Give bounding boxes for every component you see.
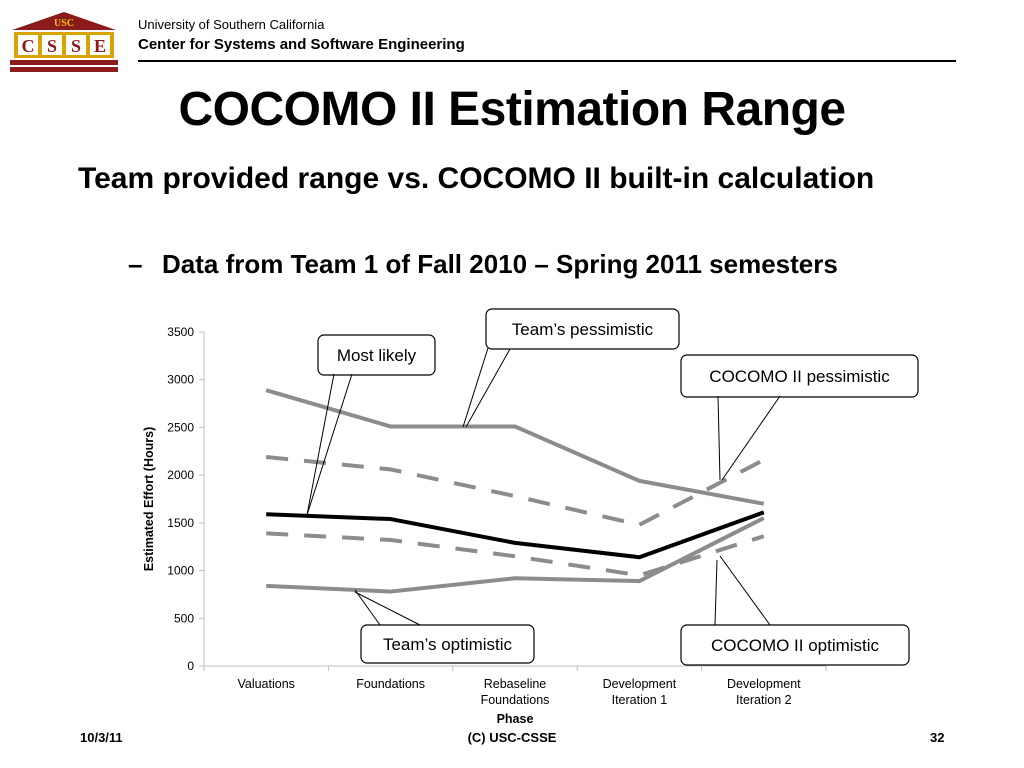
bullet-main: Team provided range vs. COCOMO II built-in calculation	[78, 162, 875, 195]
most-likely-line	[266, 512, 764, 557]
bullet-sub: Data from Team 1 of Fall 2010 – Spring 2011 semesters	[162, 249, 838, 279]
y-tick-label-5: 2500	[167, 420, 194, 435]
center-name: Center for Systems and Software Engineering	[138, 36, 465, 53]
callout-team-optimistic-label: Team’s optimistic	[382, 635, 513, 654]
y-tick-label-6: 3000	[167, 372, 194, 387]
footer-date: 10/3/11	[80, 730, 123, 745]
footer-copyright: (C) USC-CSSE	[467, 730, 557, 745]
y-tick-label-3: 1500	[167, 515, 194, 530]
x-category-label-3-line-0: Development	[602, 677, 677, 691]
logo-letter-3: S	[70, 36, 82, 56]
x-category-label-4-line-0: Development	[726, 677, 801, 691]
x-category-label-2-line-1: Foundations	[480, 693, 550, 707]
callout-team-optimistic-pointer-b	[355, 592, 420, 625]
callout-team-optimistic-pointer-a	[355, 590, 380, 625]
university-name: University of Southern California	[138, 17, 325, 32]
logo-usc-text: USC	[53, 18, 75, 29]
bullet-sub-dash: –	[128, 249, 143, 279]
callout-cocomo-optimistic-label: COCOMO II optimistic	[710, 636, 880, 655]
team-pessimistic-line	[266, 390, 764, 504]
callout-cocomo-optimistic-pointer-a	[715, 560, 717, 625]
callout-cocomo-pessimistic-label: COCOMO II pessimistic	[709, 367, 890, 386]
y-tick-label-2: 1000	[167, 563, 194, 578]
callout-team-pessimistic-pointer-b	[466, 349, 510, 427]
callout-most-likely-label: Most likely	[336, 346, 417, 365]
x-axis-title: Phase	[496, 712, 534, 726]
x-category-label-4-line-1: Iteration 2	[736, 693, 792, 707]
callout-team-pessimistic-pointer-a	[463, 348, 488, 427]
y-tick-label-4: 2000	[167, 468, 194, 483]
callout-cocomo-optimistic-pointer-b	[720, 556, 770, 625]
x-category-label-1: Foundations	[356, 677, 426, 691]
x-category-label-2-line-0: Rebaseline	[483, 677, 547, 691]
logo-letter-4: E	[93, 36, 107, 56]
footer-page-number: 32	[930, 730, 945, 745]
callout-cocomo-pessimistic-pointer-a	[718, 396, 720, 480]
y-axis-title: Estimated Effort (Hours)	[142, 426, 156, 572]
y-tick-label-7: 3500	[167, 325, 194, 339]
y-tick-label-0: 0	[187, 659, 194, 673]
x-category-label-0: Valuations	[237, 677, 295, 691]
callout-team-pessimistic-label: Team’s pessimistic	[511, 320, 654, 339]
x-category-label-3-line-1: Iteration 1	[611, 693, 668, 707]
logo-letter-2: S	[46, 36, 58, 56]
logo-letter-1: C	[21, 36, 35, 56]
slide-title: COCOMO II Estimation Range	[178, 83, 846, 136]
y-tick-label-1: 500	[173, 611, 194, 626]
